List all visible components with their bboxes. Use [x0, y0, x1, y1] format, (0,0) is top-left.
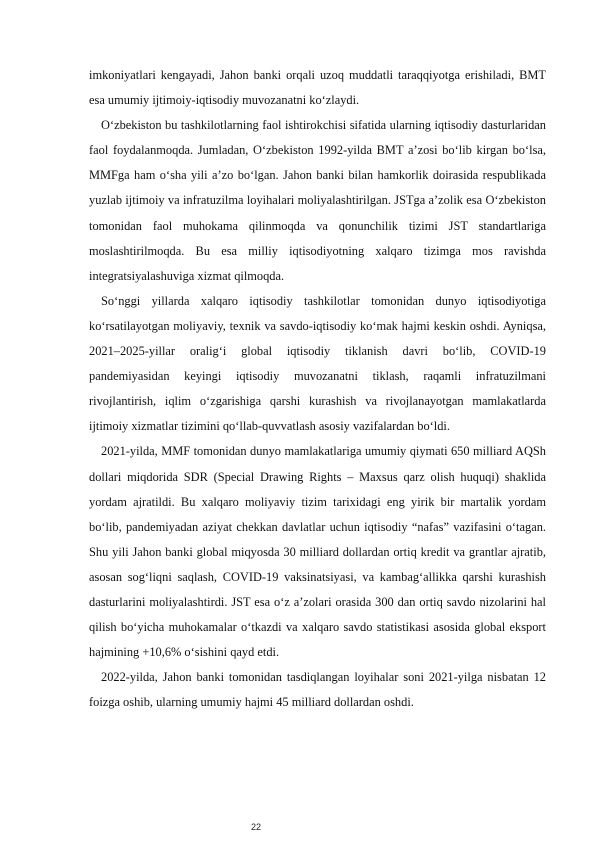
- paragraph-2021-imf-sdr: 2021-yilda, MMF tomonidan dunyo mamlakatlariga umumiy qiymati 650 milliard AQSh dollari miqdorida SDR (Special Drawing Rights – Maxsus qarz olish huquqi) shaklida yordam ajratildi. Bu xalqaro moliyaviy tizim tarixidagi eng yirik bir martalik yordam bo‘lib, pandemiyadan aziyat chekkan davlatlar uchun iqtisodiy “nafas” vazifasini o‘tagan. Shu yili Jahon banki global miqyosda 30 milliard dollardan ortiq kredit va grantlar ajratib, asosan sog‘liqni saqlash, COVID-19 vaksinatsiyasi, va kambag‘allikka qarshi kurashish dasturlarini moliyalashtirdi. JST esa o‘z a’zolari orasida 300 dan ortiq savdo nizolarini hal qilish bo‘yicha muhokamalar o‘tkazdi va xalqaro savdo statistikasi asosida global eksport hajmining +10,6% o‘sishini qayd etdi.: [89, 444, 546, 660]
- page-number: 22: [250, 822, 261, 832]
- paragraph-recent-years-support: So‘nggi yillarda xalqaro iqtisodiy tashkilotlar tomonidan dunyo iqtisodiyotiga ko‘rsatilayotgan moliyaviy, texnik va savdo-iqtisodiy ko‘mak hajmi keskin oshdi. Ayniqsa, 2021–2025-yillar oralig‘i global iqtisodiy tiklanish davri bo‘lib, COVID-19 pandemiyasidan keyingi iqtisodiy muvozanatni tiklash, raqamli infratuzilmani rivojlantirish, iqlim o‘zgarishiga qarshi kurashish va rivojlanayotgan mamlakatlarda ijtimoiy xizmatlar tizimini qo‘llab-quvvatlash asosiy vazifalardan bo‘ldi.: [89, 293, 546, 434]
- body-text: [89, 63, 546, 715]
- paragraph-2022-world-bank: 2022-yilda, Jahon banki tomonidan tasdiqlangan loyihalar soni 2021-yilga nisbatan 12 foizga oshib, ularning umumiy hajmi 45 milliard dollardan oshdi.: [89, 670, 546, 710]
- paragraph-continuation: imkoniyatlari kengayadi, Jahon banki orqali uzoq muddatli taraqqiyotga erishiladi, BMT esa umumiy ijtimoiy-iqtisodiy muvozanatni ko‘zlaydi.: [89, 68, 546, 108]
- paragraph-uzbekistan-participation: O‘zbekiston bu tashkilotlarning faol ishtirokchisi sifatida ularning iqtisodiy dasturlaridan faol foydalanmoqda. Jumladan, O‘zbekiston 1992-yilda BMT a’zosi bo‘lib kirgan bo‘lsa, MMFga ham o‘sha yili a’zo bo‘lgan. Jahon banki bilan hamkorlik doirasida respublikada yuzlab ijtimoiy va infratuzilma loyihalari moliyalashtirilgan. JSTga a’zolik esa O‘zbekiston tomonidan faol muhokama qilinmoqda va qonunchilik tizimi JST standartlariga moslashtirilmoqda. Bu esa milliy iqtisodiyotning xalqaro tizimga mos ravishda integratsiyalashuviga xizmat qilmoqda.: [89, 118, 546, 283]
